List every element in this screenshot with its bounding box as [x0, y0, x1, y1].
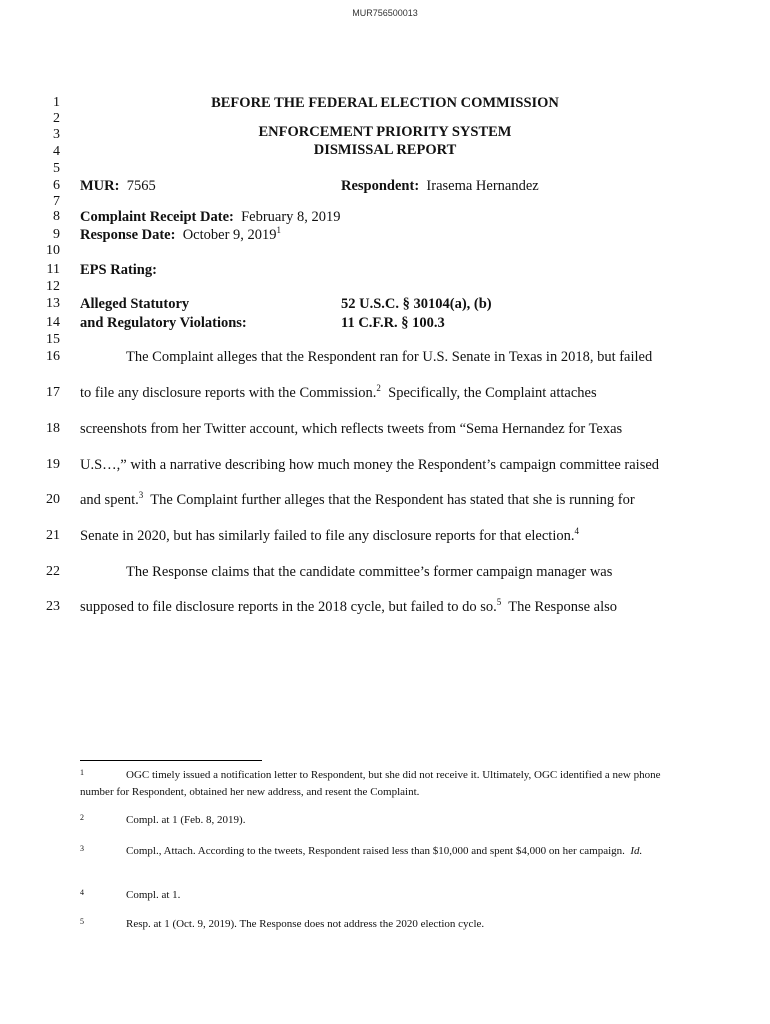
footnote-ref[interactable]: 2	[376, 383, 381, 393]
response-date-field	[80, 227, 281, 243]
complaint-date-value: February 8, 2019	[241, 209, 341, 225]
line-number: 3	[53, 127, 60, 142]
body-line: supposed to file disclosure reports in the 2018 cycle, but failed to do so.$^5$ The Response also	[80, 597, 618, 615]
line-number: 18	[46, 421, 60, 436]
footnote-text: Compl. at 1 (Feb. 8, 2019).	[126, 814, 246, 826]
body-line: screenshots from her Twitter account, which reflects tweets from “Sema Hernandez for Texas	[80, 421, 623, 437]
footnote-text: Compl. at 1.	[126, 889, 181, 901]
body-line: The Response claims that the candidate committee’s former campaign manager was	[126, 564, 613, 580]
eps-rating-label: EPS Rating:	[80, 262, 157, 278]
line-number: 13	[46, 296, 60, 311]
body-line: Senate in 2020, but has similarly failed to file any disclosure reports for that election.$^4$	[80, 526, 579, 544]
footnote-number: 1	[80, 768, 84, 777]
footnote	[80, 887, 690, 904]
line-number: 5	[53, 161, 60, 176]
line-number: 16	[46, 349, 60, 364]
body-line: to file any disclosure reports with the Commission.$^2$ Specifically, the Complaint attaches	[80, 383, 597, 401]
line-number: 2	[53, 111, 60, 126]
line-number: 11	[46, 262, 60, 277]
body-line: U.S…,” with a narrative describing how much money the Respondent’s campaign committee raised	[80, 457, 660, 473]
line-number: 4	[53, 144, 60, 159]
footnote	[80, 843, 690, 860]
respondent-label: Respondent:	[341, 178, 420, 194]
line-number: 1	[53, 95, 60, 110]
footnote-divider	[80, 760, 262, 761]
complaint-date-field	[80, 209, 341, 225]
footnote	[80, 916, 690, 933]
footnote-number: 4	[80, 888, 84, 897]
body-line: and spent.$^3$ The Complaint further alleges that the Respondent has stated that she is running for	[80, 490, 635, 508]
line-number: 23	[46, 599, 60, 614]
line-number: 15	[46, 332, 60, 347]
footnote-number: 2	[80, 813, 84, 822]
line-number: 7	[53, 194, 60, 209]
line-number: 10	[46, 243, 60, 258]
response-date-value: October 9, 2019	[182, 227, 277, 243]
line-number: 6	[53, 178, 60, 193]
document-id: MUR756500013	[352, 8, 418, 18]
line-number: 8	[53, 209, 60, 224]
footnote	[80, 767, 690, 801]
footnote-text: Compl., Attach. According to the tweets, Respondent raised less than $10,000 and spent $4,000 on her campaign. Id.	[126, 845, 643, 857]
id-citation: Id.	[630, 845, 643, 857]
line-number: 22	[46, 564, 60, 579]
alleged-violations-label-line2: and Regulatory Violations:	[80, 315, 247, 331]
mur-value: 7565	[126, 178, 156, 194]
footnote-text: OGC timely issued a notification letter to Respondent, but she did not receive it. Ultimately, OGC identified a new phone number for Respondent, obtained her new address, and resent the Complaint.	[80, 769, 661, 798]
line-number: 21	[46, 528, 60, 543]
regulation-citation: 11 C.F.R. § 100.3	[341, 315, 445, 331]
report-subtitle-line1: ENFORCEMENT PRIORITY SYSTEM	[258, 124, 512, 140]
footnote-number: 3	[80, 844, 84, 853]
footnote-ref[interactable]: 5	[496, 597, 502, 607]
eps-rating-field	[80, 262, 157, 278]
line-number: 14	[46, 315, 60, 330]
footnote-ref[interactable]: 3	[138, 490, 144, 500]
footnote-ref[interactable]: 1	[276, 225, 282, 235]
statute-citation: 52 U.S.C. § 30104(a), (b)	[341, 296, 492, 312]
body-line: The Complaint alleges that the Respondent ran for U.S. Senate in Texas in 2018, but failed	[126, 349, 653, 365]
document-title: BEFORE THE FEDERAL ELECTION COMMISSION	[211, 95, 559, 111]
complaint-date-label: Complaint Receipt Date:	[80, 209, 234, 225]
footnote-number: 5	[80, 917, 84, 926]
line-number: 20	[46, 492, 60, 507]
footnote	[80, 812, 690, 829]
footnote-ref[interactable]: 4	[574, 526, 579, 536]
alleged-violations-label-line1: Alleged Statutory	[80, 296, 190, 312]
line-number: 9	[53, 227, 60, 242]
footnote-text: Resp. at 1 (Oct. 9, 2019). The Response does not address the 2020 election cycle.	[126, 918, 485, 930]
line-number: 17	[46, 385, 60, 400]
response-date-label: Response Date:	[80, 227, 176, 243]
respondent-value: Irasema Hernandez	[426, 178, 539, 194]
mur-field	[80, 178, 156, 194]
report-subtitle-line2: DISMISSAL REPORT	[313, 142, 457, 158]
mur-label: MUR:	[80, 178, 120, 194]
line-number: 12	[46, 279, 60, 294]
line-number: 19	[46, 457, 60, 472]
respondent-field	[341, 178, 539, 194]
